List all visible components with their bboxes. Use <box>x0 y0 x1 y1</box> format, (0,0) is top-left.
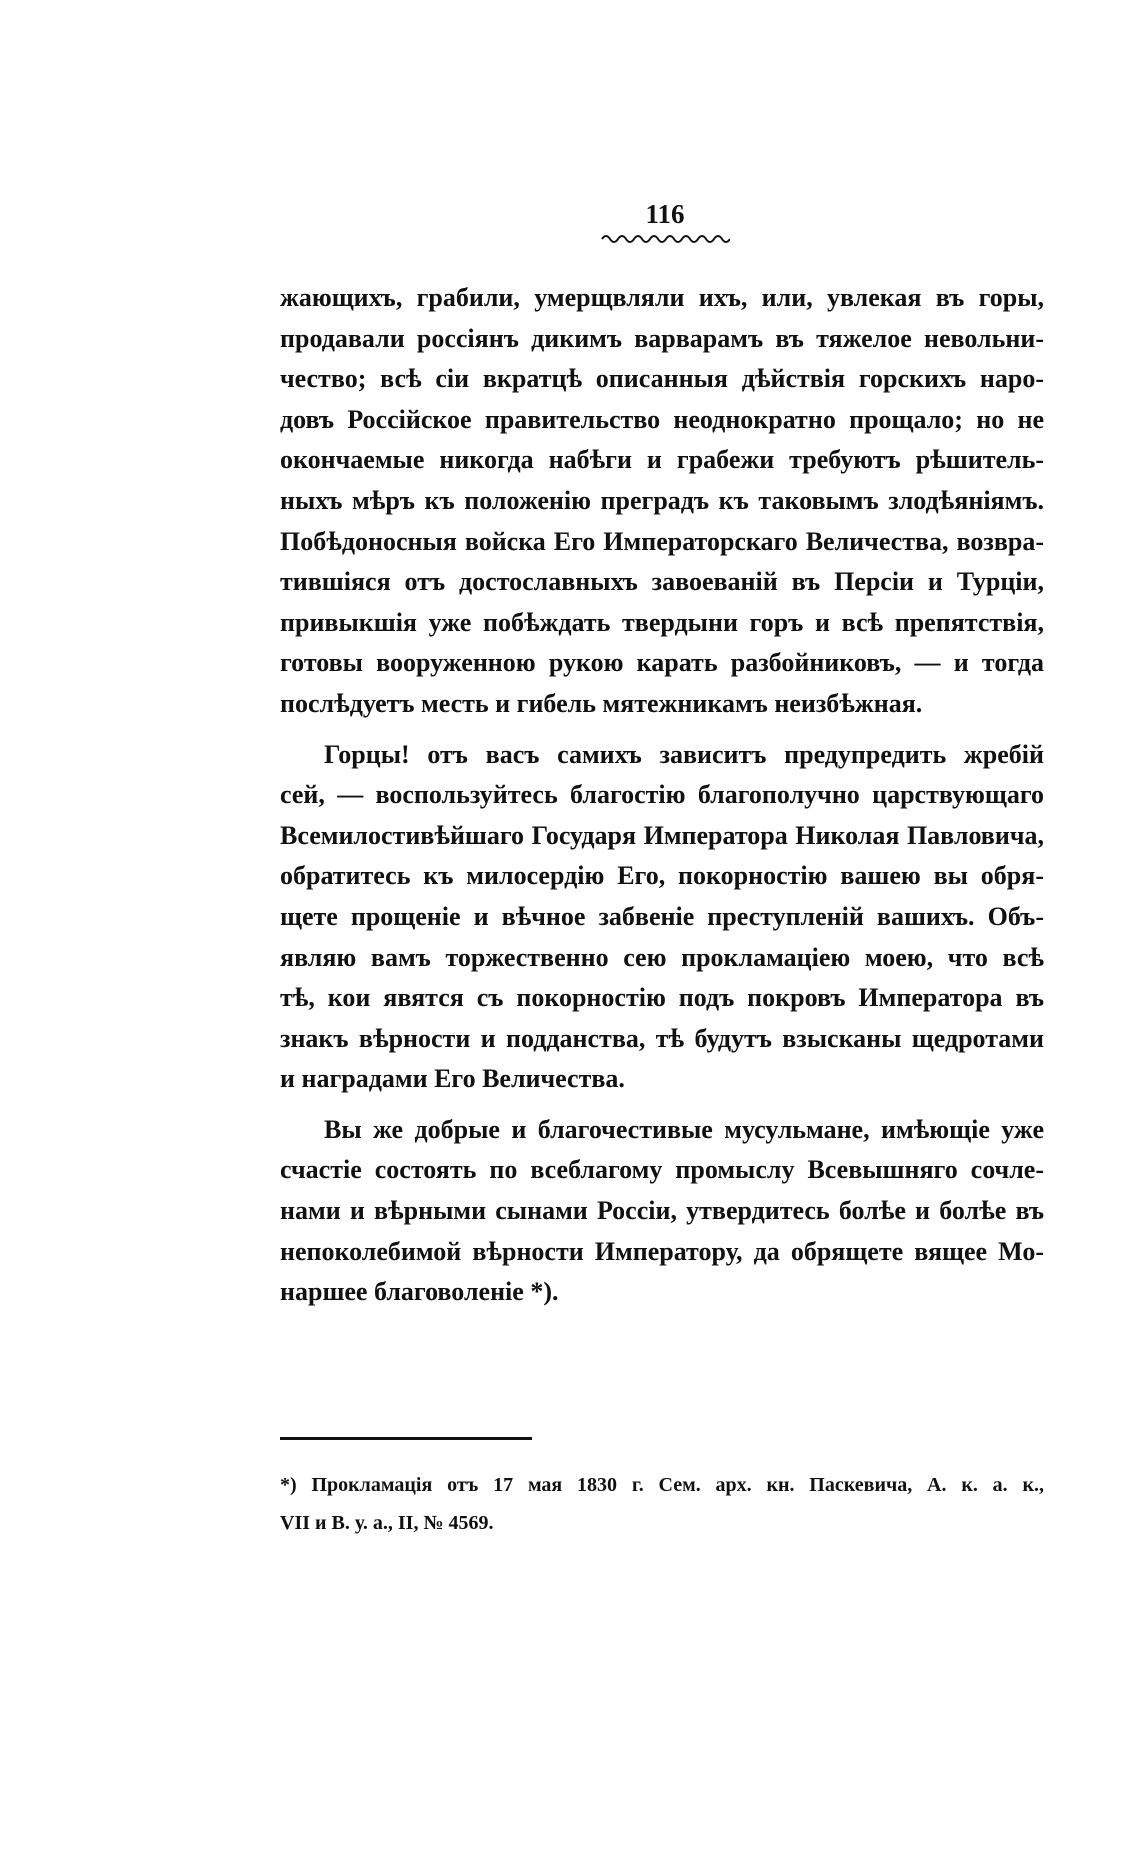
text-line: тившіяся отъ достославныхъ завоеваній въ Персіи и Турціи, <box>280 567 1044 597</box>
text-line: Горцы! отъ васъ самихъ зависитъ предупредить жребій <box>324 739 1044 769</box>
paragraph-1 <box>280 278 1044 725</box>
text-line: послѣдуетъ месть и гибель мятежникамъ неизбѣжная. <box>280 688 923 718</box>
text-line: щете прощеніе и вѣчное забвеніе преступленій вашихъ. Объ- <box>280 901 1044 931</box>
paragraph-3 <box>280 1110 1044 1313</box>
text-line: наршее благоволеніе *). <box>280 1277 559 1307</box>
footnote-line: VII и В. у. а., II, № 4569. <box>280 1512 494 1534</box>
text-line: ныхъ мѣръ къ положенію преградъ къ таковымъ злодѣяніямъ. <box>280 485 1044 515</box>
text-line: чество; всѣ сіи вкратцѣ описанныя дѣйствія горскихъ наро- <box>280 364 1044 394</box>
footnote-line: *) Прокламація отъ 17 мая 1830 г. Сем. арх. кн. Паскевича, А. к. а. к., <box>280 1474 1044 1496</box>
text-line: готовы вооруженною рукою карать разбойниковъ, — и тогда <box>280 648 1044 678</box>
wavy-rule-ornament <box>600 232 730 246</box>
text-line: жающихъ, грабили, умерщвляли ихъ, или, увлекая въ горы, <box>280 283 1044 312</box>
paragraph-2 <box>280 735 1044 1100</box>
text-line: знакъ вѣрности и подданства, тѣ будутъ взысканы щедротами <box>280 1023 1044 1053</box>
text-line: довъ Россійское правительство неоднократно прощало; но не <box>280 404 1044 434</box>
text-line: нами и вѣрными сынами Россіи, утвердитесь болѣе и болѣе въ <box>280 1196 1044 1226</box>
main-text <box>280 278 1044 1313</box>
text-line: непоколебимой вѣрности Императору, да обрящете вящее Мо- <box>280 1236 1044 1266</box>
text-line: сей, — воспользуйтесь благостію благополучно царствующаго <box>280 780 1044 810</box>
page-number: 116 <box>645 199 685 229</box>
text-line: счастіе состоять по всеблагому промыслу Всевышняго сочле- <box>280 1155 1044 1185</box>
text-line: и наградами Его Величества. <box>280 1064 625 1094</box>
footnote-divider <box>280 1437 532 1440</box>
footnote <box>280 1466 1044 1542</box>
text-line: Побѣдоносныя войска Его Императорскаго Величества, возвра- <box>280 526 1044 556</box>
text-line: обратитесь къ милосердію Его, покорностію вашею вы обря- <box>280 861 1044 891</box>
text-line: Вы же добрые и благочестивые мусульмане, имѣющіе уже <box>324 1114 1044 1144</box>
text-line: тѣ, кои явятся съ покорностію подъ покровъ Императора въ <box>280 983 1044 1013</box>
text-line: продавали россіянъ дикимъ варварамъ въ тяжелое невольни- <box>280 323 1044 353</box>
text-line: привыкшія уже побѣждать твердыни горъ и всѣ препятствія, <box>280 607 1044 637</box>
text-line: окончаемые никогда набѣги и грабежи требуютъ рѣшитель- <box>280 445 1044 475</box>
text-line: являю вамъ торжественно сею прокламаціею моею, что всѣ <box>280 942 1044 972</box>
text-line: Всемилостивѣйшаго Государя Императора Николая Павловича, <box>280 820 1044 850</box>
